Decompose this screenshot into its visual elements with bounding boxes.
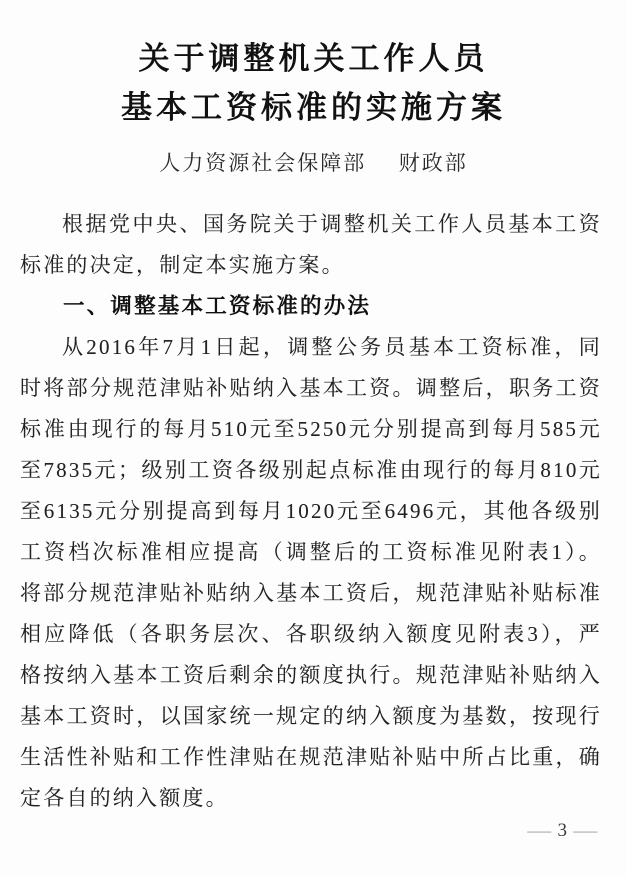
- byline-org-mohrss: 人力资源社会保障部: [159, 151, 367, 175]
- document-title-line-1: 关于调整机关工作人员: [138, 41, 489, 76]
- footer-page-number: 3: [557, 820, 568, 841]
- document-body: [0, 204, 627, 819]
- byline-org-mof: 财政部: [398, 151, 468, 175]
- document-title-line-2: 基本工资标准的实施方案: [121, 90, 506, 125]
- document-byline: [0, 147, 627, 177]
- page-number-footer: [526, 820, 599, 842]
- intro-paragraph: 根据党中央、国务院关于调整机关工作人员基本工资标准的决定，制定本实施方案。: [20, 212, 602, 277]
- footer-dash-right: —: [573, 821, 599, 840]
- footer-dash-left: —: [526, 821, 553, 840]
- section-1-heading: 一、调整基本工资标准的办法: [63, 294, 372, 318]
- document-title: [0, 34, 627, 132]
- section-1-paragraph: 从2016年7月1日起，调整公务员基本工资标准，同时将部分规范津贴补贴纳入基本工资。调整后，职务工资标准由现行的每月510元至5250元分别提高到每月585元至7835元；级别工资各级别起点标准由现行的每月810元至6135元分别提高到每月1020元至6496元，其他各级别工资档次标准相应提高（调整后的工资标准见附表1）。将部分规范津贴补贴纳入基本工资后，规范津贴补贴标准相应降低（各职务层次、各职级纳入额度见附表3），严格按纳入基本工资后剩余的额度执行。规范津贴补贴纳入基本工资时，以国家统一规定的纳入额度为基数，按现行生活性补贴和工作性津贴在规范津贴补贴中所占比重，确定各自的纳入额度。: [20, 335, 602, 810]
